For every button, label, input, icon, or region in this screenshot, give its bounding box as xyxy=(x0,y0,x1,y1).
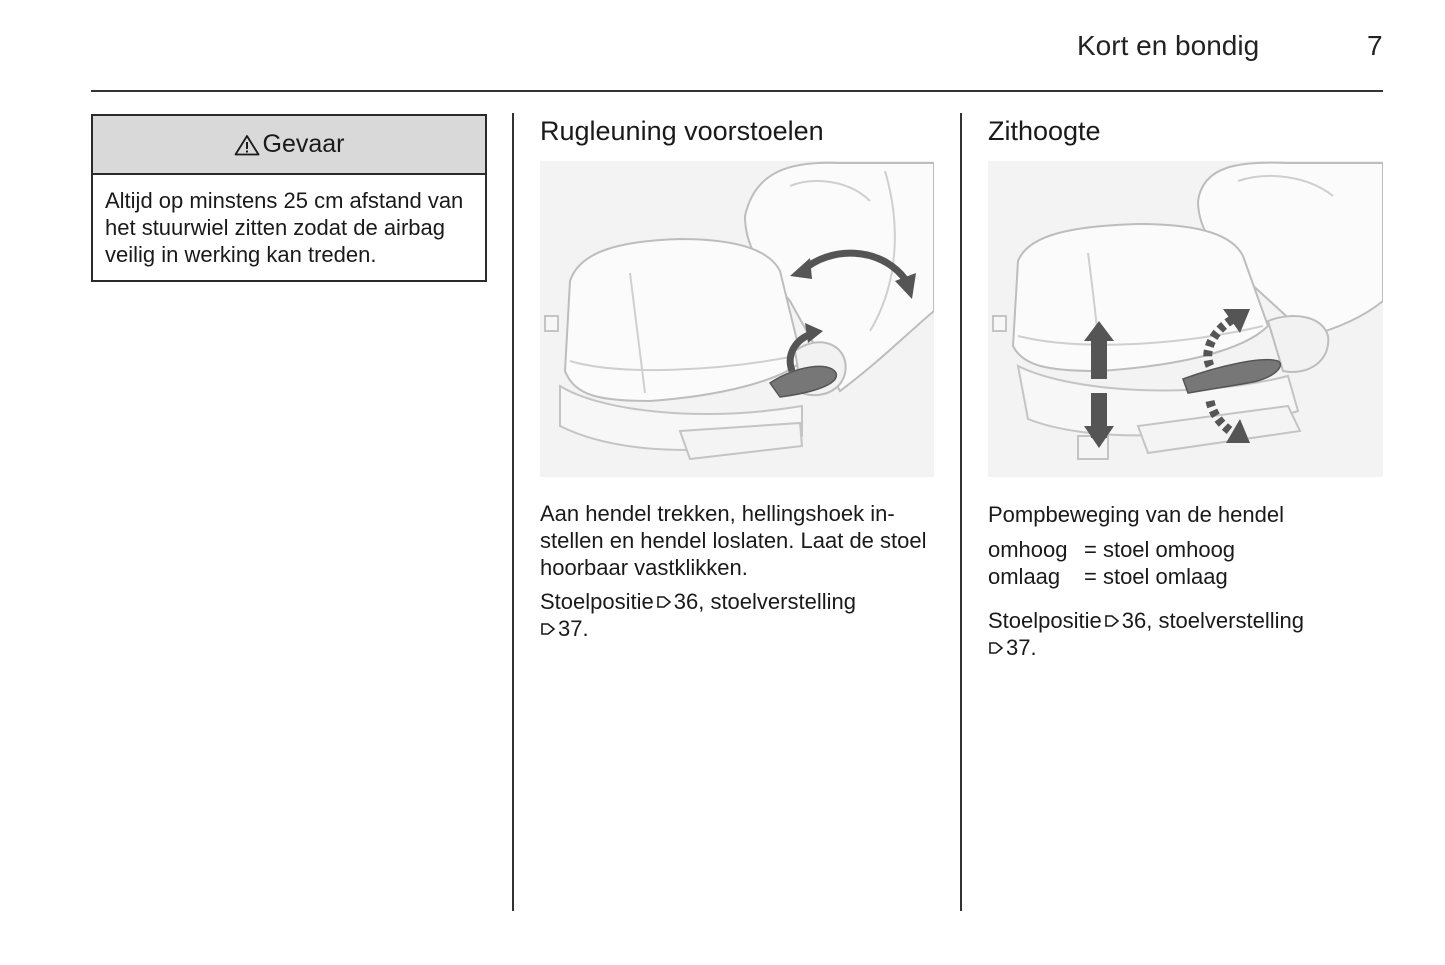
page-number: 7 xyxy=(1367,30,1383,61)
warning-header xyxy=(93,116,485,175)
seat-height-illustration xyxy=(988,161,1383,477)
cross-reference-arrow-icon xyxy=(540,621,556,637)
cross-reference-arrow-icon xyxy=(656,594,672,610)
section-title-seat-height: Zithoogte xyxy=(988,116,1101,146)
section-title-backrest: Rugleuning voorstoelen xyxy=(540,116,824,146)
cross-reference-arrow-icon xyxy=(1104,613,1120,629)
seat-backrest-drawing xyxy=(540,161,934,477)
header-rule xyxy=(91,90,1383,92)
backrest-illustration xyxy=(540,161,934,477)
ref-label: Stoelpositie xyxy=(540,589,654,614)
ref-link-37[interactable]: 37. xyxy=(1006,635,1037,660)
danger-warning-box xyxy=(91,114,487,282)
column-divider-2 xyxy=(960,113,962,911)
warning-triangle-icon xyxy=(234,134,260,156)
seat-height-legend xyxy=(988,536,1383,590)
seat-height-instruction: Pompbeweging van de hendel xyxy=(988,502,1285,527)
cross-reference-arrow-icon xyxy=(988,640,1004,656)
legend-row-up xyxy=(988,536,1383,563)
warning-text: Altijd op minstens 25 cm afstand van het stuurwiel zitten zodat de airbag veilig in werking kan treden. xyxy=(105,188,464,267)
legend-key-up: omhoog xyxy=(988,537,1068,562)
seat-height-reference xyxy=(988,607,1383,661)
ref-link-36[interactable]: 36, stoelverstelling xyxy=(1121,608,1304,633)
warning-title: Gevaar xyxy=(262,130,345,158)
seat-height-drawing xyxy=(988,161,1383,477)
ref-label: Stoelpositie xyxy=(988,608,1102,633)
backrest-instruction: Aan hendel trekken, hellingshoek in-stellen en hendel loslaten. Laat de stoel hoorbaar vastklikken. xyxy=(540,501,927,580)
legend-row-down xyxy=(988,563,1383,590)
ref-link-37[interactable]: 37. xyxy=(558,616,589,641)
legend-value-up: = stoel omhoog xyxy=(1084,537,1236,562)
column-divider-1 xyxy=(512,113,514,911)
backrest-reference xyxy=(540,588,935,642)
ref-link-36[interactable]: 36, stoelverstelling xyxy=(673,589,856,614)
legend-key-down: omlaag xyxy=(988,564,1061,589)
legend-value-down: = stoel omlaag xyxy=(1084,564,1228,589)
running-header-title: Kort en bondig xyxy=(1077,30,1260,61)
